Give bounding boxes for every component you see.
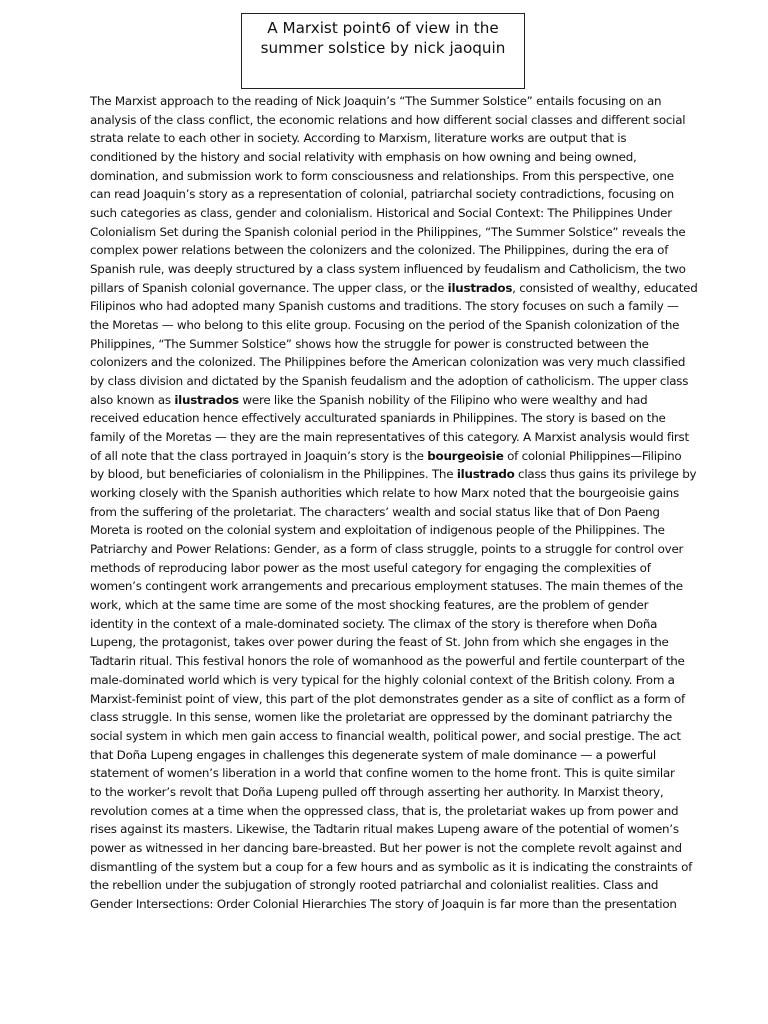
text-run: class thus gains its privilege by — [514, 467, 697, 482]
text-line — [90, 615, 680, 634]
text-line — [90, 876, 680, 895]
text-run: such categories as class, gender and colonialism. Historical and Social Context: The Philippines Under — [90, 206, 672, 221]
text-run: social system in which men gain access to financial wealth, political power, and social prestige. The act — [90, 728, 681, 743]
text-run: colonizers and the colonized. The Philippines before the American colonization was very much classified — [90, 355, 686, 370]
text-line — [90, 596, 680, 615]
text-run: also known as — [90, 392, 175, 407]
text-run: male-dominated world which is very typical for the highly colonial context of the British colony. From a — [90, 672, 675, 687]
text-line — [90, 409, 680, 428]
text-line — [90, 428, 689, 447]
text-run: class struggle. In this sense, women like the proletariat are oppressed by the dominant patriarchy the — [90, 710, 672, 725]
text-line — [90, 447, 680, 466]
text-line — [90, 895, 680, 914]
text-run: Filipinos who had adopted many Spanish customs and traditions. The story focuses on such a family — — [90, 299, 679, 314]
text-line — [90, 540, 684, 559]
text-line — [90, 633, 680, 652]
text-run: to the worker’s revolt that Doña Lupeng pulled off through asserting her authority. In Marxist theory, — [90, 784, 664, 799]
text-line — [90, 802, 680, 821]
text-line — [90, 92, 680, 111]
text-line — [90, 559, 680, 578]
text-line — [90, 353, 686, 372]
text-run: family of the Moretas — they are the main representatives of this category. A Marxist analysis would first — [90, 430, 689, 445]
text-run: Patriarchy and Power Relations: Gender, as a form of class struggle, points to a struggle for control over — [90, 542, 684, 557]
text-line — [90, 148, 680, 167]
text-line — [90, 372, 689, 391]
text-run: statement of women’s liberation in a world that confine women to the home front. This is quite similar — [90, 766, 675, 781]
bold-term: bourgeoisie — [427, 448, 504, 463]
text-line — [90, 503, 680, 522]
text-run: by class division and dictated by the Spanish feudalism and the adoption of catholicism. The upper class — [90, 374, 689, 389]
text-run: received education hence effectively acculturated spaniards in Philippines. The story is based on the — [90, 411, 666, 426]
text-run: strata relate to each other in society. According to Marxism, literature works are output that is — [90, 131, 627, 146]
title-line-1: A Marxist point6 of view in the — [267, 19, 499, 37]
text-run: domination, and submission work to form consciousness and relationships. From this perspective, one — [90, 168, 674, 183]
text-line — [90, 223, 686, 242]
text-run: from the suffering of the proletariat. The characters’ wealth and social status like that of Don Paeng — [90, 504, 660, 519]
body-paragraph — [90, 92, 698, 914]
text-line — [90, 783, 680, 802]
text-run: , consisted of wealthy, educated — [512, 280, 698, 295]
text-line — [90, 521, 680, 540]
text-run: rises against its masters. Likewise, the Tadtarin ritual makes Lupeng aware of the potential of women’s — [90, 822, 679, 837]
text-run: Colonialism Set during the Spanish colonial period in the Philippines, “The Summer Solstice” reveals the — [90, 224, 686, 239]
text-run: pillars of Spanish colonial governance. The upper class, or the — [90, 280, 448, 295]
text-line — [90, 746, 680, 765]
text-line — [90, 297, 680, 316]
text-run: Tadtarin ritual. This festival honors the role of womanhood as the powerful and fertile counterpart of the — [90, 654, 685, 669]
text-line — [90, 335, 680, 354]
text-run: working closely with the Spanish authorities which relate to how Marx noted that the bourgeoisie gains — [90, 486, 679, 501]
bold-term: ilustrados — [447, 280, 513, 295]
text-run: Spanish rule, was deeply structured by a class system influenced by feudalism and Catholicism, the two — [90, 262, 686, 277]
text-line — [90, 465, 697, 484]
text-line — [90, 764, 680, 783]
text-line — [90, 820, 680, 839]
text-line — [90, 129, 680, 148]
text-run: identity in the context of a male-dominated society. The climax of the story is therefore when Doña — [90, 616, 658, 631]
text-run: Marxist-feminist point of view, this part of the plot demonstrates gender as a site of conflict as a form of — [90, 691, 685, 706]
text-run: analysis of the class conflict, the economic relations and how different social classes and different social — [90, 112, 686, 127]
text-run: methods of reproducing labor power as the most useful category for engaging the complexities of — [90, 560, 651, 575]
text-run: the Moretas — who belong to this elite group. Focusing on the period of the Spanish colonization of the — [90, 318, 680, 333]
text-line — [90, 241, 680, 260]
text-line — [90, 204, 680, 223]
text-line — [90, 652, 685, 671]
text-run: Moreta is rooted on the colonial system and exploitation of indigenous people of the Philippines. The — [90, 523, 665, 538]
text-run: the rebellion under the subjugation of strongly rooted patriarchal and colonialist realities. Class and — [90, 878, 659, 893]
title-box — [241, 13, 525, 89]
title-line-2: summer solstice by nick jaoquin — [260, 39, 506, 57]
text-line — [90, 727, 680, 746]
text-line — [90, 690, 685, 709]
text-run: Lupeng, the protagonist, takes over power during the feast of St. John from which she engages in the — [90, 635, 669, 650]
text-run: work, which at the same time are some of the most shocking features, are the problem of gender — [90, 598, 649, 613]
text-run: complex power relations between the colonizers and the colonized. The Philippines, during the era of — [90, 243, 669, 258]
bold-term: ilustrados — [174, 392, 239, 407]
text-line — [90, 858, 693, 877]
text-line — [90, 111, 686, 130]
text-line — [90, 260, 686, 279]
text-line — [90, 316, 680, 335]
text-line — [90, 484, 680, 503]
text-run: were like the Spanish nobility of the Filipino who were wealthy and had — [238, 392, 648, 407]
text-line — [90, 708, 680, 727]
text-line — [90, 185, 680, 204]
text-run: power as witnessed in her dancing bare-breasted. But her power is not the complete revolt against and — [90, 840, 682, 855]
text-run: of colonial Philippines—Filipino — [503, 448, 682, 463]
text-line — [90, 577, 683, 596]
text-run: conditioned by the history and social relativity with emphasis on how owning and being owned, — [90, 150, 637, 165]
text-run: can read Joaquin’s story as a representation of colonial, patriarchal society contradictions, focusing on — [90, 187, 674, 202]
text-line — [90, 671, 680, 690]
text-run: that Doña Lupeng engages in challenges this degenerate system of male dominance — a powerful — [90, 747, 656, 762]
text-run: Philippines, “The Summer Solstice” shows how the struggle for power is constructed between the — [90, 336, 649, 351]
text-run: by blood, but beneficiaries of colonialism in the Philippines. The — [90, 467, 457, 482]
text-run: women’s contingent work arrangements and precarious employment statuses. The main themes of the — [90, 579, 683, 594]
text-line — [90, 279, 698, 298]
text-run: dismantling of the system but a coup for a few hours and as symbolic as it is indicating the constraints of — [90, 859, 693, 874]
text-run: Gender Intersections: Order Colonial Hierarchies The story of Joaquin is far more than the presentation — [90, 896, 677, 911]
text-line — [90, 391, 680, 410]
bold-term: ilustrado — [456, 467, 515, 482]
text-line — [90, 167, 680, 186]
text-line — [90, 839, 680, 858]
text-run: The Marxist approach to the reading of Nick Joaquin’s “The Summer Solstice” entails focusing on an — [90, 94, 662, 108]
text-run: revolution comes at a time when the oppressed class, that is, the proletariat wakes up from power and — [90, 803, 679, 818]
text-run: of all note that the class portrayed in Joaquin’s story is the — [90, 448, 428, 463]
